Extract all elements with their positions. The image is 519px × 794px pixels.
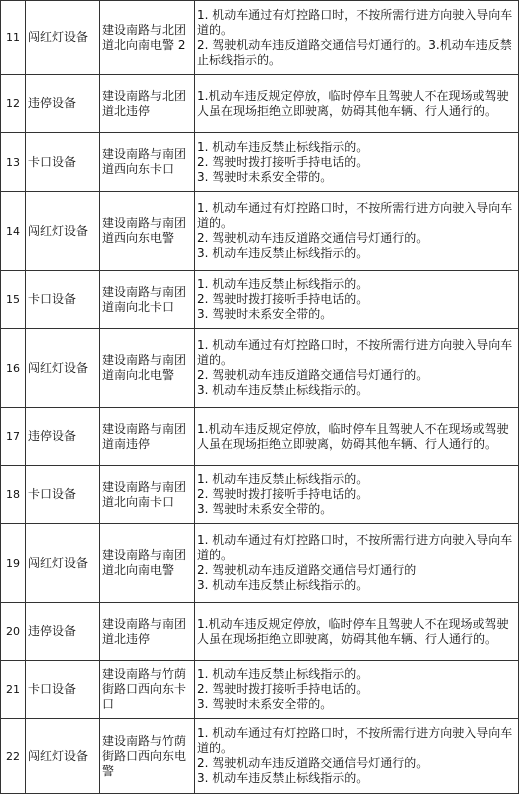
table-row (1, 719, 519, 794)
violations-cell (195, 661, 519, 719)
violation-item: 3. 机动车违反禁止标线指示的。 (197, 246, 369, 260)
violation-item: 1. 机动车通过有灯控路口时，不按所需行进方向驶入导向车道的。 (197, 533, 513, 562)
violation-item: 3. 驾驶时未系安全带的。 (197, 307, 333, 321)
violations-cell (195, 1, 519, 75)
device-type-cell: 违停设备 (26, 408, 100, 466)
table-row (1, 192, 519, 271)
violation-item: 1.机动车违反规定停放，临时停车且驾驶人不在现场或驾驶人虽在现场拒绝立即驶离，妨碍其他车辆、行人通行的。 (197, 88, 509, 118)
location-cell: 建设南路与南团道北向南电警 (100, 524, 195, 603)
violations-cell (195, 719, 519, 794)
violations-cell (195, 524, 519, 603)
violation-item: 2. 驾驶机动车违反道路交通信号灯通行的。 (197, 756, 429, 770)
row-number: 14 (1, 192, 26, 271)
violation-item: 3. 驾驶时未系安全带的。 (197, 169, 333, 184)
violation-item: 2. 驾驶机动车违反道路交通信号灯通行的。3.机动车违反禁止标线指示的。 (197, 37, 512, 67)
violation-item: 1. 机动车通过有灯控路口时，不按所需行进方向驶入导向车道的。 (197, 201, 513, 230)
row-number: 17 (1, 408, 26, 466)
violations-cell (195, 408, 519, 466)
violation-item: 3. 机动车违反禁止标线指示的。 (197, 578, 369, 592)
table-row (1, 408, 519, 466)
row-number: 16 (1, 329, 26, 408)
row-number: 19 (1, 524, 26, 603)
row-number: 22 (1, 719, 26, 794)
device-type-cell: 闯红灯设备 (26, 329, 100, 408)
table-row (1, 661, 519, 719)
row-number: 21 (1, 661, 26, 719)
violation-item: 1. 机动车通过有灯控路口时，不按所需行进方向驶入导向车道的。 (197, 726, 513, 755)
violation-item: 1. 机动车违反禁止标线指示的。 (197, 277, 369, 291)
table-row (1, 524, 519, 603)
table-row (1, 75, 519, 133)
violation-item: 2. 驾驶时拨打接听手持电话的。 (197, 487, 369, 501)
violation-item: 1. 机动车通过有灯控路口时，不按所需行进方向驶入导向车道的。 (197, 7, 513, 37)
location-cell: 建设南路与南团道西向东电警 (100, 192, 195, 271)
device-type-cell: 卡口设备 (26, 133, 100, 192)
table-row (1, 329, 519, 408)
table-row (1, 133, 519, 192)
violation-item: 3. 机动车违反禁止标线指示的。 (197, 383, 369, 397)
violations-cell (195, 192, 519, 271)
violation-item: 1.机动车违反规定停放，临时停车且驾驶人不在现场或驾驶人虽在现场拒绝立即驶离，妨碍其他车辆、行人通行的。 (197, 421, 509, 451)
row-number: 15 (1, 271, 26, 329)
row-number: 18 (1, 466, 26, 524)
violations-cell (195, 466, 519, 524)
device-type-cell: 闯红灯设备 (26, 1, 100, 75)
device-type-cell: 闯红灯设备 (26, 524, 100, 603)
location-cell: 建设南路与北团道北向南电警 2 (100, 1, 195, 75)
violation-item: 2. 驾驶机动车违反道路交通信号灯通行的 (197, 563, 417, 577)
violation-item: 1.机动车违反规定停放，临时停车且驾驶人不在现场或驾驶人虽在现场拒绝立即驶离，妨碍其他车辆、行人通行的。 (197, 616, 509, 646)
row-number: 20 (1, 603, 26, 661)
violations-cell (195, 133, 519, 192)
device-type-cell: 卡口设备 (26, 466, 100, 524)
row-number: 13 (1, 133, 26, 192)
row-number: 12 (1, 75, 26, 133)
table-row (1, 466, 519, 524)
location-cell: 建设南路与竹荫街路口西向东卡口 (100, 661, 195, 719)
device-type-cell: 闯红灯设备 (26, 192, 100, 271)
violation-item: 2. 驾驶机动车违反道路交通信号灯通行的。 (197, 368, 429, 382)
violation-item: 1. 机动车通过有灯控路口时，不按所需行进方向驶入导向车道的。 (197, 338, 513, 367)
location-cell: 建设南路与南团道南违停 (100, 408, 195, 466)
violation-item: 3. 驾驶时未系安全带的。 (197, 502, 333, 516)
violations-cell (195, 271, 519, 329)
location-cell: 建设南路与南团道北违停 (100, 603, 195, 661)
table-body (1, 1, 519, 794)
device-type-cell: 闯红灯设备 (26, 719, 100, 794)
violation-item: 1. 机动车违反禁止标线指示的。 (197, 667, 369, 681)
device-type-cell: 违停设备 (26, 603, 100, 661)
location-cell: 建设南路与南团道南向北卡口 (100, 271, 195, 329)
location-cell: 建设南路与北团道北违停 (100, 75, 195, 133)
violation-item: 1. 机动车违反禁止标线指示的。 (197, 472, 369, 486)
violation-item: 3. 机动车违反禁止标线指示的。 (197, 771, 369, 785)
violation-item: 2. 驾驶机动车违反道路交通信号灯通行的。 (197, 231, 429, 245)
location-cell: 建设南路与南团道北向南卡口 (100, 466, 195, 524)
violation-item: 2. 驾驶时拨打接听手持电话的。 (197, 292, 369, 306)
violations-cell (195, 329, 519, 408)
violation-item: 2. 驾驶时拨打接听手持电话的。 (197, 154, 369, 169)
violation-item: 3. 驾驶时未系安全带的。 (197, 697, 333, 711)
violation-item: 2. 驾驶时拨打接听手持电话的。 (197, 682, 369, 696)
location-cell: 建设南路与南团道西向东卡口 (100, 133, 195, 192)
violations-cell (195, 75, 519, 133)
device-type-cell: 违停设备 (26, 75, 100, 133)
row-number: 11 (1, 1, 26, 75)
violation-item: 1. 机动车违反禁止标线指示的。 (197, 139, 369, 154)
device-type-cell: 卡口设备 (26, 661, 100, 719)
table-row (1, 271, 519, 329)
location-cell: 建设南路与南团道南向北电警 (100, 329, 195, 408)
table-row (1, 603, 519, 661)
table-row (1, 1, 519, 75)
violations-cell (195, 603, 519, 661)
location-cell: 建设南路与竹荫街路口西向东电警 (100, 719, 195, 794)
device-type-cell: 卡口设备 (26, 271, 100, 329)
